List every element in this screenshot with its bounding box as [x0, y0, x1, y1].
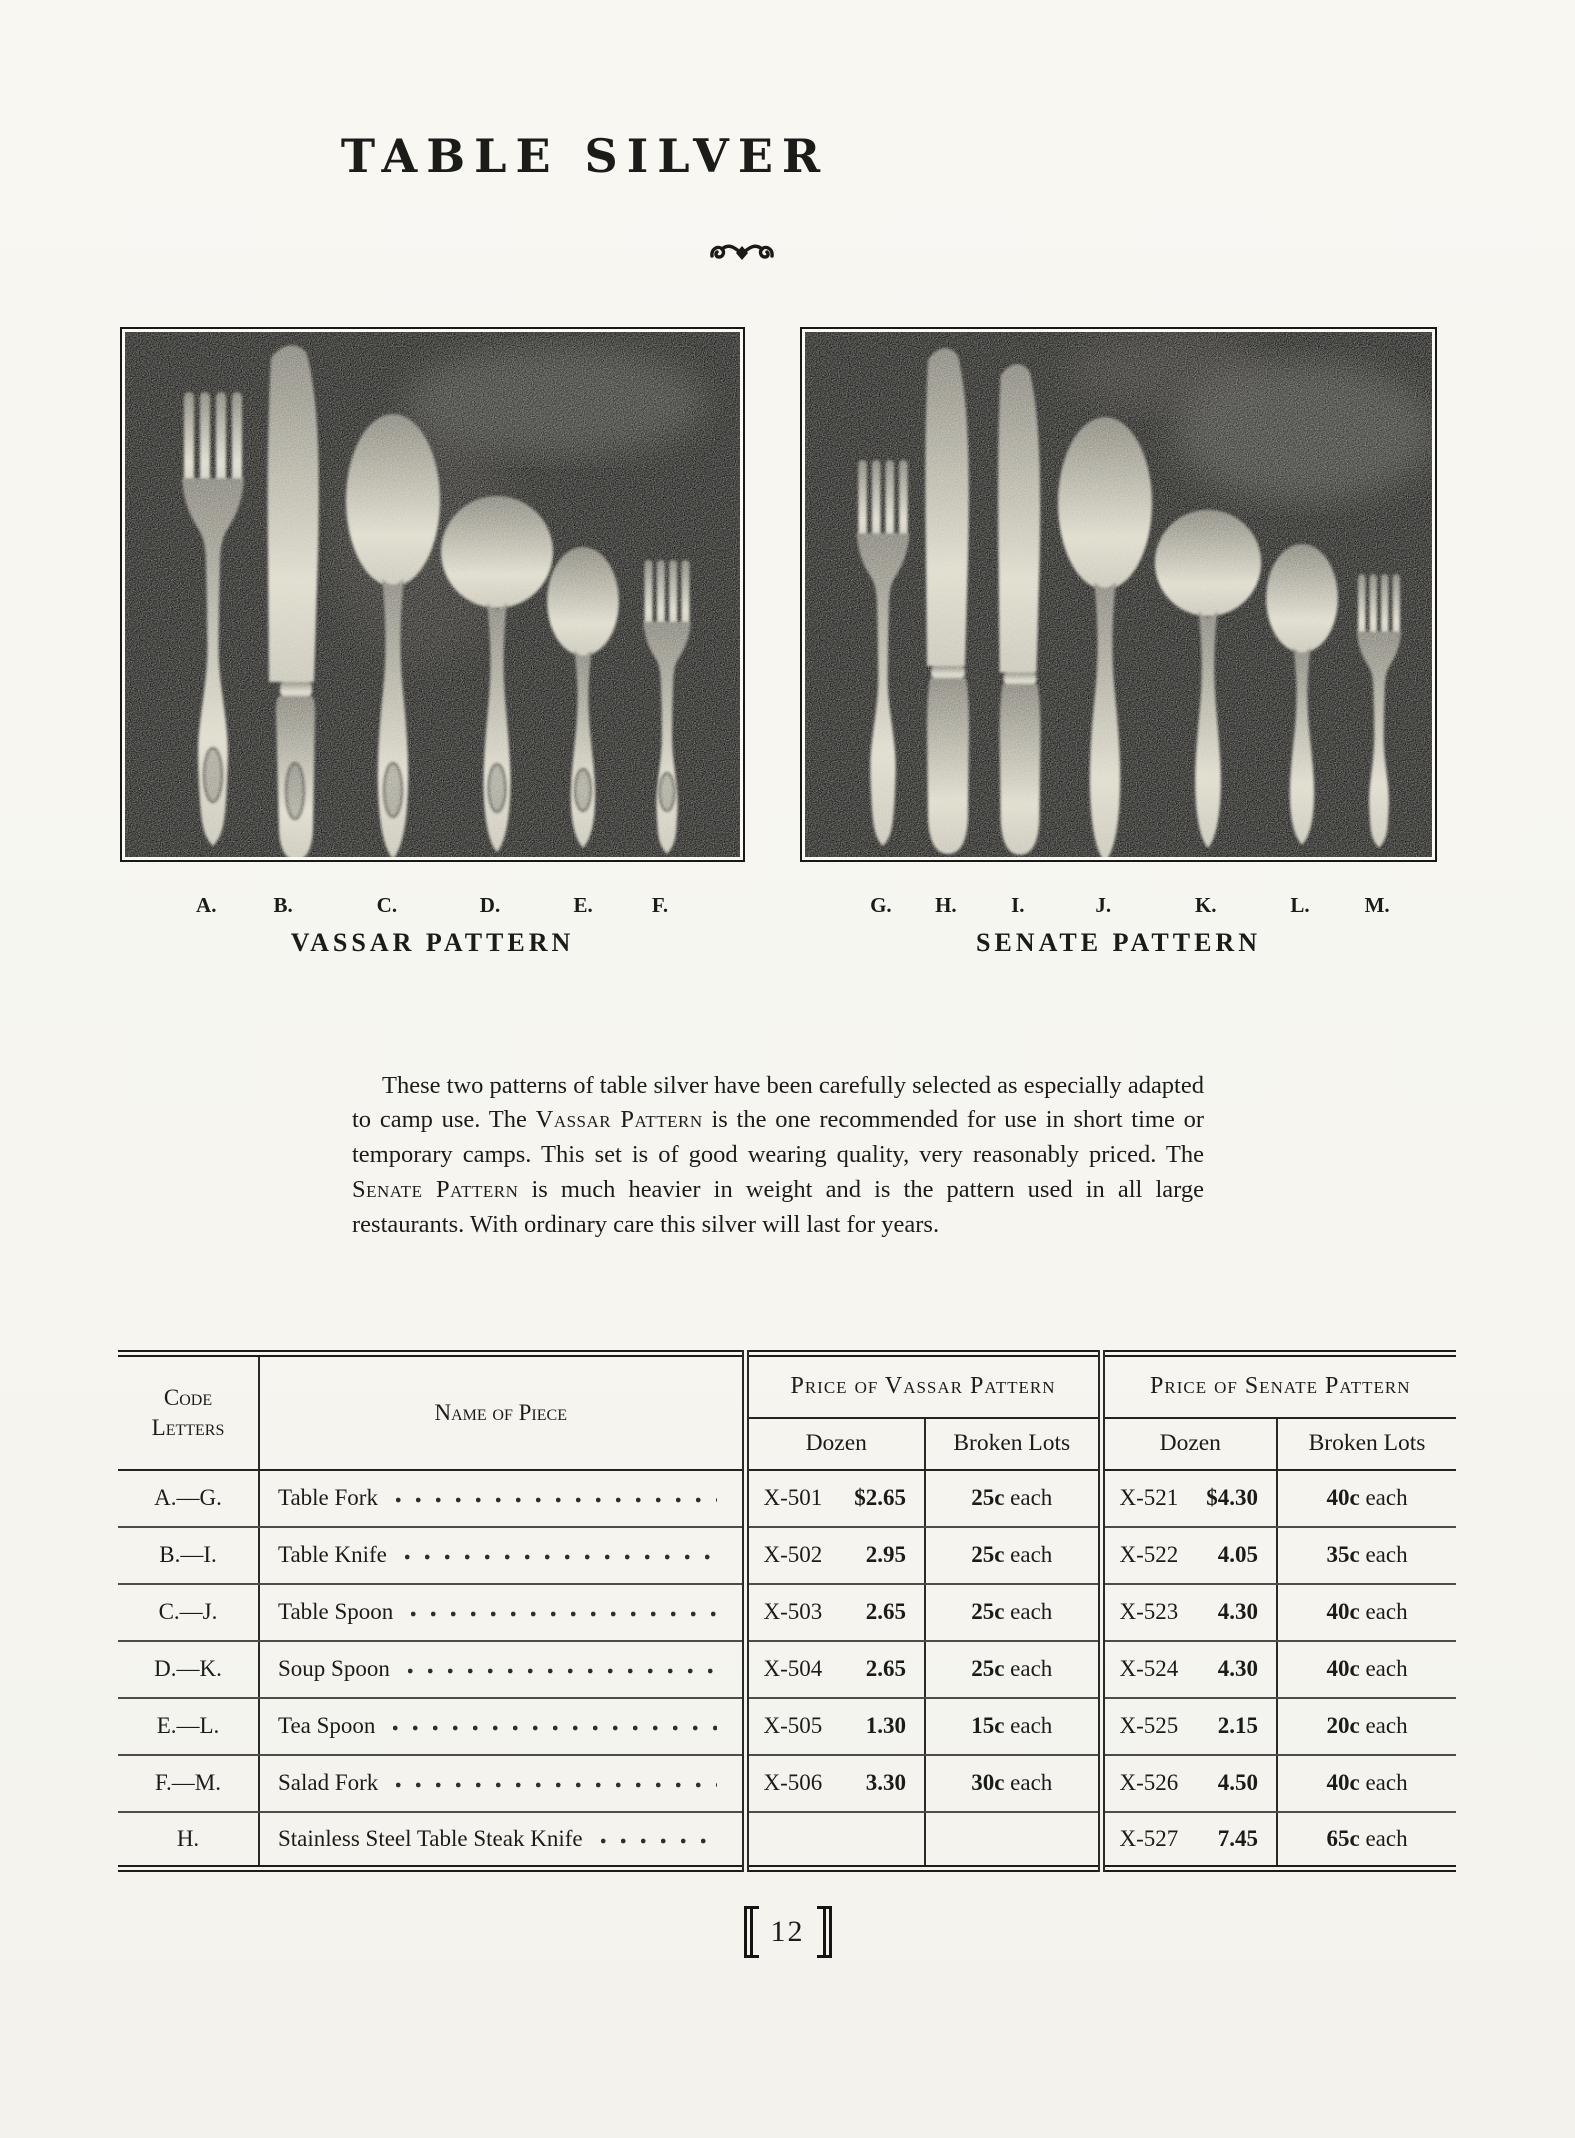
senate-pattern-caption: SENATE PATTERN	[976, 928, 1261, 957]
dot-leader	[396, 1773, 716, 1793]
cell-senate-broken-lots: 40c each	[1277, 1584, 1456, 1641]
intro-paragraph: These two patterns of table silver have been carefully selected as especially adapted to camp use. The Vassar Pattern is the one recommended for use in short time or temporary camps. This set is of good wearing quality, very reasonably priced. The Senate Pattern is much heavier in weight and is the pattern used in all large restaurants. With ordinary care this silver will last for years.	[352, 1071, 1205, 1238]
cell-senate-broken-lots: 20c each	[1277, 1698, 1456, 1755]
dot-leader	[411, 1602, 716, 1622]
cell-senate-broken-lots: 35c each	[1277, 1527, 1456, 1584]
piece-letter: A.	[196, 893, 217, 917]
price-table-body	[118, 1470, 1456, 1869]
table-row	[118, 1470, 1456, 1527]
cell-vassar-dozen: X-503 2.65	[745, 1584, 925, 1641]
table-row	[118, 1755, 1456, 1812]
header-senate-broken-lots: Broken Lots	[1277, 1418, 1456, 1470]
senate-pattern-photo	[800, 327, 1437, 862]
header-senate-price-group: Price of Senate Pattern	[1101, 1354, 1456, 1418]
cell-senate-dozen: X-525 2.15	[1101, 1698, 1277, 1755]
cell-piece-name: Soup Spoon	[259, 1641, 745, 1698]
cell-vassar-dozen	[745, 1812, 925, 1869]
cell-piece-name: Table Spoon	[259, 1584, 745, 1641]
header-code-letters: Code Letters	[118, 1354, 259, 1470]
piece-letter: M.	[1364, 893, 1390, 917]
vassar-letter-labels	[120, 893, 745, 921]
piece-letter: I.	[1011, 893, 1025, 917]
cell-piece-name: Table Fork	[259, 1470, 745, 1527]
price-table-wrap	[118, 1350, 1456, 1872]
cell-senate-dozen: X-523 4.30	[1101, 1584, 1277, 1641]
senate-letter-labels	[800, 893, 1437, 921]
cell-piece-name: Salad Fork	[259, 1755, 745, 1812]
cell-piece-name: Tea Spoon	[259, 1698, 745, 1755]
cell-code-letters: H.	[176, 1825, 200, 1851]
table-row	[118, 1698, 1456, 1755]
ornament-icon	[706, 240, 778, 275]
cell-code-letters: B.—I.	[118, 1527, 259, 1584]
cell-piece-name: Stainless Steel Table Steak Knife	[259, 1812, 745, 1869]
table-row	[118, 1584, 1456, 1641]
page-number-value: 12	[770, 1915, 805, 1948]
cell-code-letters: A.—G.	[118, 1470, 259, 1527]
cell-vassar-dozen: X-505 1.30	[745, 1698, 925, 1755]
price-table	[118, 1350, 1456, 1872]
vassar-pattern-photo	[120, 327, 745, 862]
header-vassar-price-group: Price of Vassar Pattern	[745, 1354, 1101, 1418]
piece-letter: J.	[1095, 893, 1112, 917]
piece-letter: K.	[1194, 893, 1217, 917]
header-vassar-broken-lots: Broken Lots	[925, 1418, 1101, 1470]
senate-photo-block	[800, 327, 1437, 957]
cell-code-letters: E.—L.	[118, 1698, 259, 1755]
cell-senate-broken-lots: 40c each	[1277, 1755, 1456, 1812]
page-number	[0, 1906, 1575, 1958]
cell-vassar-broken-lots: 25c each	[925, 1641, 1101, 1698]
piece-letter: F.	[651, 893, 669, 917]
pattern-photos-row	[120, 327, 1437, 957]
cell-senate-broken-lots: 65c each	[1277, 1812, 1456, 1869]
cell-senate-dozen: X-527 7.45	[1101, 1812, 1277, 1869]
header-vassar-dozen: Dozen	[745, 1418, 925, 1470]
cell-code-letters: C.—J.	[118, 1584, 259, 1641]
cell-vassar-broken-lots: 15c each	[925, 1698, 1101, 1755]
piece-letter: B.	[273, 893, 293, 917]
piece-letter: L.	[1290, 893, 1310, 917]
cell-vassar-dozen: X-501 $2.65	[745, 1470, 925, 1527]
cell-vassar-dozen: X-506 3.30	[745, 1755, 925, 1812]
table-row	[118, 1641, 1456, 1698]
piece-letter: G.	[870, 893, 892, 917]
cell-vassar-broken-lots: 25c each	[925, 1584, 1101, 1641]
page-title: TABLE SILVER	[340, 128, 830, 183]
cell-code-letters: F.—M.	[118, 1755, 259, 1812]
cell-senate-dozen: X-521 $4.30	[1101, 1470, 1277, 1527]
cell-vassar-broken-lots: 25c each	[925, 1470, 1101, 1527]
dot-leader	[405, 1545, 717, 1565]
cell-vassar-broken-lots: 30c each	[925, 1755, 1101, 1812]
cell-vassar-broken-lots: 25c each	[925, 1527, 1101, 1584]
cell-piece-name: Table Knife	[259, 1527, 745, 1584]
piece-letter: C.	[376, 893, 398, 917]
header-name-of-piece: Name of Piece	[259, 1354, 745, 1470]
cell-vassar-dozen: X-504 2.65	[745, 1641, 925, 1698]
cell-senate-broken-lots: 40c each	[1277, 1470, 1456, 1527]
left-bracket-icon	[744, 1906, 759, 1958]
cell-vassar-broken-lots	[925, 1812, 1101, 1869]
piece-letter: H.	[935, 893, 957, 917]
cell-vassar-dozen: X-502 2.95	[745, 1527, 925, 1584]
piece-letter: E.	[573, 893, 593, 917]
dot-leader	[396, 1488, 717, 1508]
table-row	[118, 1527, 1456, 1584]
piece-letter: D.	[479, 893, 501, 917]
cell-senate-dozen: X-522 4.05	[1101, 1527, 1277, 1584]
dot-leader	[393, 1716, 716, 1736]
vassar-photo-block	[120, 327, 745, 957]
cell-senate-broken-lots: 40c each	[1277, 1641, 1456, 1698]
right-bracket-icon	[817, 1906, 832, 1958]
cell-code-letters: D.—K.	[118, 1641, 259, 1698]
cell-senate-dozen: X-524 4.30	[1101, 1641, 1277, 1698]
dot-leader	[408, 1659, 717, 1679]
cell-senate-dozen: X-526 4.50	[1101, 1755, 1277, 1812]
header-senate-dozen: Dozen	[1101, 1418, 1277, 1470]
dot-leader	[601, 1829, 717, 1849]
table-row	[118, 1812, 1456, 1869]
vassar-pattern-caption: VASSAR PATTERN	[290, 928, 575, 957]
